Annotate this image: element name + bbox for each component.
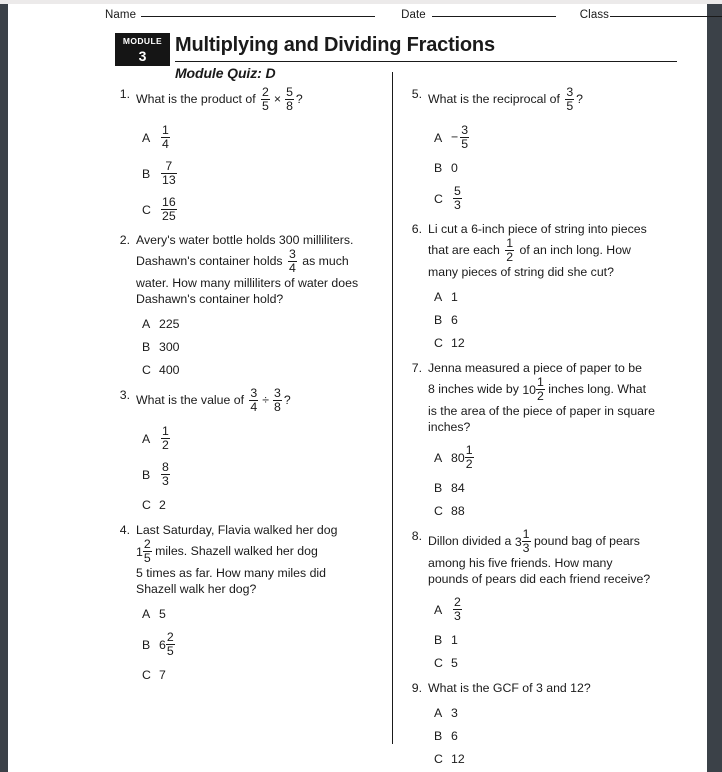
choice-c[interactable]: C 400 <box>142 363 180 377</box>
page-subtitle: Module Quiz: D <box>175 65 276 81</box>
module-badge-number: 3 <box>138 48 147 64</box>
choice-b[interactable]: B 1 <box>434 633 458 647</box>
question-7-choices <box>408 444 690 519</box>
question-7-text: Jenna measured a piece of paper to be 8 inches wide by 10 $\frac{1}{2}$ inches long. What is the area of the piece of paper in square inches? <box>428 361 655 434</box>
question-5-text: What is the reciprocal of $\frac{3}{5}$ ? <box>428 84 584 113</box>
question-4-choices <box>116 606 382 683</box>
question-6-text: Li cut a 6-inch piece of string into pieces that are each $\frac{1}{2}$ of an inch long. How many pieces of string did she cut? <box>428 222 647 279</box>
choice-a[interactable]: A $\frac{1}{2}$ <box>142 423 169 452</box>
choice-a[interactable]: A 225 <box>142 317 180 331</box>
question-4-text: Last Saturday, Flavia walked her dog 1 $\frac{2}{5}$ miles. Shazell walked her dog 5 times as far. How many miles did Shazell walk her dog? <box>136 523 338 596</box>
question-8-choices <box>408 596 690 671</box>
choice-b[interactable]: B $\frac{8}{3}$ <box>142 459 169 488</box>
date-blank[interactable] <box>432 7 556 17</box>
question-6-choices <box>408 289 690 351</box>
fraction: $\frac{1}{2}$ <box>465 442 473 471</box>
choice-b[interactable]: B 300 <box>142 340 180 354</box>
choice-c[interactable]: C 12 <box>434 752 465 766</box>
fraction: $\frac{5}{8}$ <box>286 84 293 113</box>
student-info-line <box>105 7 677 21</box>
question-9 <box>408 680 690 767</box>
question-2-number: 2. <box>119 233 130 247</box>
mixed-number: 10 $\frac{1}{2}$ <box>522 374 544 403</box>
choice-a[interactable]: A $\frac{1}{4}$ <box>142 122 169 151</box>
question-1 <box>116 86 382 223</box>
fraction: $\frac{3}{8}$ <box>274 385 281 414</box>
right-column <box>408 86 690 767</box>
question-2-choices <box>116 316 382 378</box>
question-4 <box>116 522 382 683</box>
question-5 <box>408 86 690 212</box>
question-3-choices <box>116 425 382 513</box>
question-9-number: 9. <box>411 681 422 695</box>
module-badge <box>115 33 170 66</box>
mixed-number: 1 $\frac{2}{5}$ <box>136 536 151 565</box>
choice-b[interactable]: B 0 <box>434 161 458 175</box>
fraction: $\frac{16}{25}$ <box>162 194 176 223</box>
fraction: $\frac{3}{5}$ <box>566 84 574 113</box>
choice-b[interactable]: B 84 <box>434 481 465 495</box>
mixed-number: 80 $\frac{1}{2}$ <box>451 442 473 471</box>
fraction: $\frac{3}{5}$ <box>461 122 469 151</box>
class-blank[interactable] <box>610 7 722 17</box>
fraction: $\frac{1}{4}$ <box>162 122 169 151</box>
negative-sign: − <box>451 129 459 144</box>
question-6 <box>408 221 690 351</box>
question-7 <box>408 360 690 519</box>
question-2-text: Avery's water bottle holds 300 milliliters. Dashawn's container holds $\frac{3}{4}$ as much water. How many milliliters of water does Dashawn's container hold? <box>136 233 359 306</box>
choice-c[interactable]: C 7 <box>142 668 166 682</box>
choice-b[interactable]: B $\frac{7}{13}$ <box>142 158 176 187</box>
choice-a[interactable]: A $\frac{2}{3}$ <box>434 594 461 623</box>
worksheet-page <box>8 4 707 772</box>
choice-c[interactable]: C 2 <box>142 498 166 512</box>
question-5-choices <box>408 124 690 212</box>
choice-c[interactable]: C 12 <box>434 336 465 350</box>
choice-b[interactable]: B 6 <box>434 729 458 743</box>
fraction: $\frac{7}{13}$ <box>162 158 176 187</box>
question-9-text: What is the GCF of 3 and 12? <box>428 681 591 695</box>
fraction: $\frac{1}{3}$ <box>522 526 530 555</box>
fraction: $\frac{8}{3}$ <box>162 459 169 488</box>
fraction: $\frac{3}{4}$ <box>289 246 296 275</box>
left-column <box>116 86 382 683</box>
name-label: Name <box>105 9 137 21</box>
fraction: $\frac{2}{5}$ <box>166 629 174 658</box>
module-badge-word: MODULE <box>122 36 163 46</box>
question-8-text: Dillon divided a 3 $\frac{1}{3}$ pound bag of pears among his five friends. How many pounds of pears did each friend receive? <box>428 526 651 586</box>
name-blank[interactable] <box>141 7 375 17</box>
fraction: $\frac{1}{2}$ <box>162 423 169 452</box>
choice-a[interactable]: A 1 <box>434 290 458 304</box>
page-title: Multiplying and Dividing Fractions <box>175 34 495 56</box>
mixed-number: 3 $\frac{1}{3}$ <box>514 526 530 555</box>
question-3 <box>116 387 382 513</box>
question-1-number: 1. <box>119 87 130 101</box>
question-6-number: 6. <box>411 222 422 236</box>
column-divider <box>392 72 393 744</box>
operator-divide: ÷ <box>262 392 270 407</box>
question-9-choices <box>408 705 690 767</box>
choice-c[interactable]: C 5 <box>434 656 458 670</box>
question-5-number: 5. <box>411 87 422 101</box>
choice-b[interactable]: B 6 $\frac{2}{5}$ <box>142 629 174 658</box>
question-1-text: What is the product of $\frac{2}{5}$ × $\frac{5}{8}$ ? <box>136 84 303 113</box>
operator-multiply: × <box>273 91 282 106</box>
question-3-number: 3. <box>119 388 130 402</box>
fraction: $\frac{2}{5}$ <box>143 536 151 565</box>
title-rule <box>175 61 677 62</box>
fraction: $\frac{1}{2}$ <box>537 374 544 403</box>
choice-a[interactable]: A − $\frac{3}{5}$ <box>434 122 469 151</box>
choice-b[interactable]: B 6 <box>434 313 458 327</box>
class-label: Class <box>579 9 610 21</box>
fraction: $\frac{5}{3}$ <box>454 183 461 212</box>
question-1-choices <box>116 124 382 223</box>
question-2 <box>116 232 382 378</box>
fraction: $\frac{1}{2}$ <box>506 235 514 264</box>
question-8-number: 8. <box>411 529 422 543</box>
fraction: $\frac{3}{4}$ <box>250 385 258 414</box>
choice-c[interactable]: C 88 <box>434 504 465 518</box>
date-label: Date <box>401 9 426 21</box>
choice-a[interactable]: A 80 $\frac{1}{2}$ <box>434 442 473 471</box>
choice-c[interactable]: C $\frac{16}{25}$ <box>142 194 176 223</box>
question-7-number: 7. <box>411 361 422 375</box>
choice-c[interactable]: C $\frac{5}{3}$ <box>434 183 461 212</box>
fraction: $\frac{2}{5}$ <box>262 84 269 113</box>
question-3-text: What is the value of $\frac{3}{4}$ ÷ $\frac{3}{8}$ ? <box>136 385 291 414</box>
choice-a[interactable]: A 5 <box>142 607 166 621</box>
mixed-number: 6 $\frac{2}{5}$ <box>159 629 174 658</box>
choice-a[interactable]: A 3 <box>434 706 458 720</box>
fraction: $\frac{2}{3}$ <box>454 594 461 623</box>
question-8 <box>408 528 690 671</box>
question-4-number: 4. <box>119 523 130 537</box>
